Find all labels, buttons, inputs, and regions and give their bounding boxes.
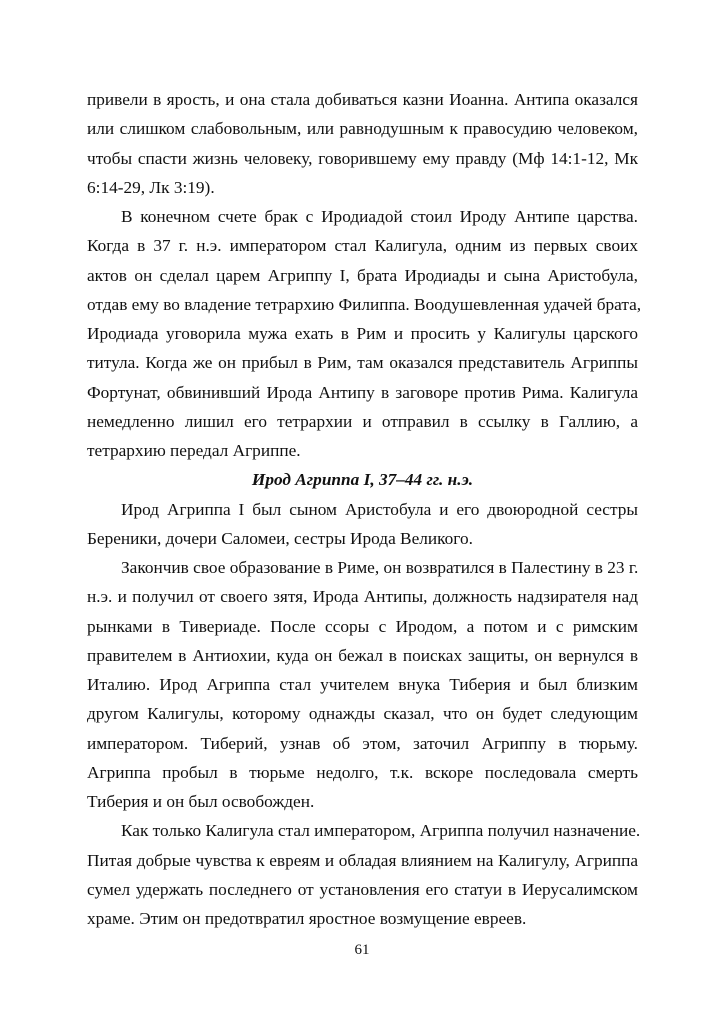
text-line: Тиберия и он был освобожден. [87, 792, 315, 811]
text-line: чтобы спасти жизнь человеку, говорившему ему правду (Мф 14:1-12, Мк [87, 148, 638, 168]
text-line: актов он сделал царем Агриппу I, брата Иродиады и сына Аристобула, [87, 265, 638, 285]
text-line: В конечном счете брак с Иродиадой стоил Ироду Антипе царства. [121, 207, 638, 226]
text-line: немедленно лишил его тетрархии и отправил в ссылку в Галлию, а [87, 411, 638, 431]
paragraph [87, 202, 642, 465]
text-line: другом Калигулы, которому однажды сказал, что он будет следующим [87, 704, 638, 724]
text-line: привели в ярость, и она стала добиваться казни Иоанна. Антипа оказался [87, 90, 638, 109]
text-line: Питая добрые чувства к евреям и обладая влиянием на Калигулу, Агриппа [87, 850, 638, 870]
text-line: Береники, дочери Саломеи, сестры Ирода Великого. [87, 528, 473, 548]
page-number: 61 [354, 942, 370, 958]
paragraph [87, 553, 638, 816]
text-line: храме. Этим он предотвратил яростное возмущение евреев. [87, 909, 527, 928]
text-line: императором. Тиберий, узнав об этом, заточил Агриппу в тюрьму. [87, 733, 638, 753]
text-line: титула. Когда же он прибыл в Рим, там оказался представитель Агриппы [87, 353, 638, 373]
text-line: сумел удержать последнего от установления его статуи в Иерусалимском [87, 879, 638, 899]
text-line: Как только Калигула стал императором, Агриппа получил назначение. [121, 821, 641, 841]
text-line: правителем в Антиохии, куда он бежал в поисках защиты, он вернулся в [87, 645, 638, 665]
text-line: тетрархию передал Агриппе. [87, 441, 301, 460]
text-line: рынками в Тивериаде. После ссоры с Иродом, а потом и с римским [87, 616, 638, 636]
text-line: Агриппа пробыл в тюрьме недолго, т.к. вскоре последовала смерть [87, 762, 638, 782]
text-line: н.э. и получил от своего зятя, Ирода Антипы, должность надзирателя над [87, 587, 638, 607]
paragraph [87, 85, 638, 202]
text-line: отдав ему во владение тетрархию Филиппа. Воодушевленная удачей брата, [87, 294, 642, 314]
text-line: Ирод Агриппа I был сыном Аристобула и его двоюродной сестры [121, 499, 638, 519]
text-line: Италию. Ирод Агриппа стал учителем внука Тиберия и был близким [87, 675, 638, 694]
text-line: Закончив свое образование в Риме, он возвратился в Палестину в 23 г. [121, 558, 639, 577]
text-line: Иродиада уговорила мужа ехать в Рим и просить у Калигулы царского [87, 324, 638, 343]
text-line: 6:14-29, Лк 3:19). [87, 177, 215, 197]
page-body [87, 85, 642, 933]
text-line: или слишком слабовольным, или равнодушным к правосудию человеком, [87, 119, 638, 139]
text-line: Фортунат, обвинивший Ирода Антипу в заговоре против Рима. Калигула [87, 382, 638, 402]
section-heading: Ирод Агриппа I, 37–44 гг. н.э. [251, 470, 474, 490]
paragraph [87, 495, 638, 554]
paragraph [87, 816, 641, 933]
text-line: Когда в 37 г. н.э. императором стал Калигула, одним из первых своих [87, 236, 638, 256]
